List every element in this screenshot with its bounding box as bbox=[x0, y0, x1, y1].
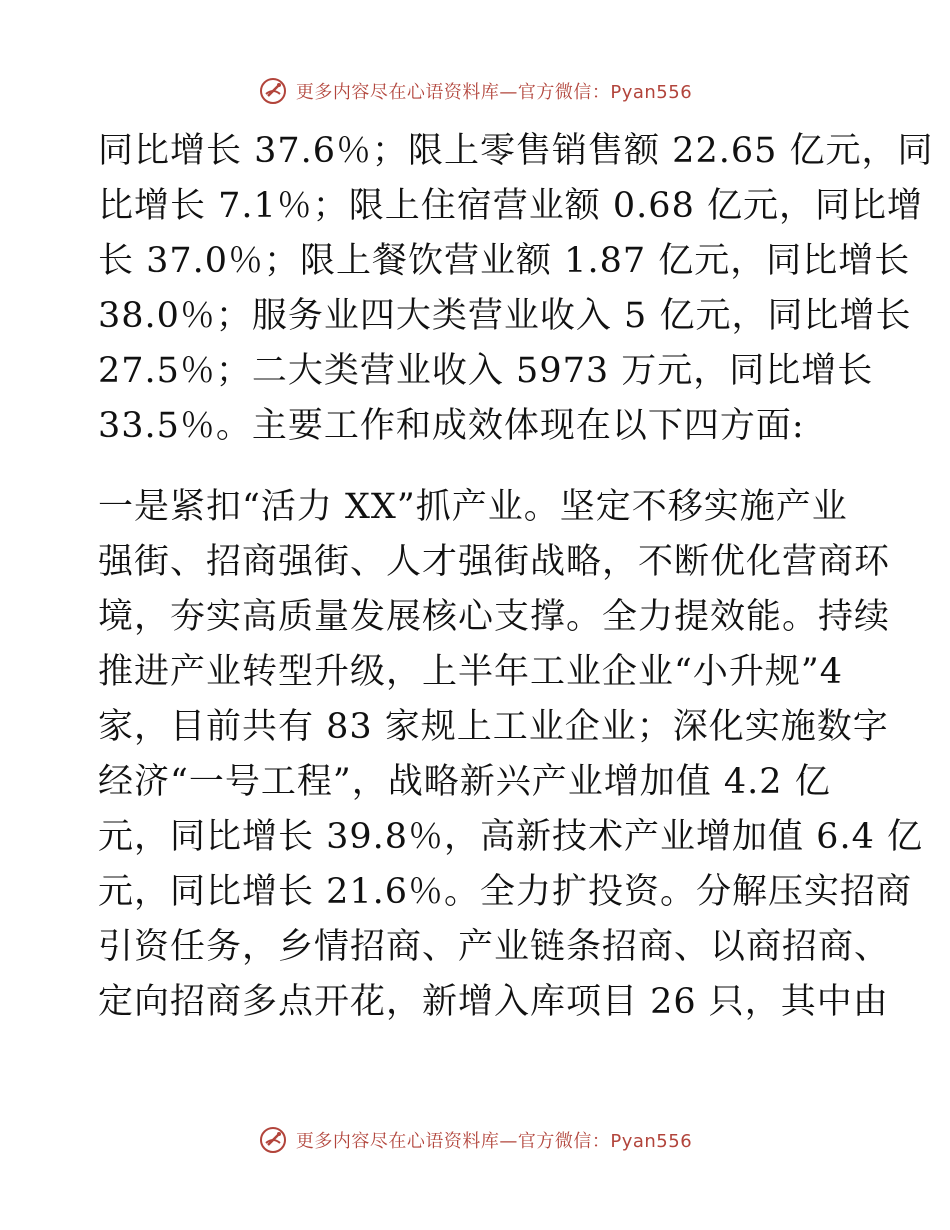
text-line: 定向招商多点开花，新增入库项目 26 只，其中由 bbox=[98, 982, 889, 1022]
document-body bbox=[98, 124, 934, 1030]
text-line: 27.5％；二大类营业收入 5973 万元，同比增长 bbox=[98, 351, 874, 391]
paragraph-1 bbox=[98, 124, 934, 454]
text-line: 元，同比增长 39.8％，高新技术产业增加值 6.4 亿 bbox=[98, 817, 923, 857]
text-line: 家，目前共有 83 家规上工业企业；深化实施数字 bbox=[98, 707, 889, 747]
text-line: 引资任务，乡情招商、产业链条招商、以商招商、 bbox=[98, 927, 891, 967]
text-line: 推进产业转型升级，上半年工业企业“小升规”4 bbox=[98, 652, 844, 692]
text-line: 一是紧扣“活力 XX”抓产业。坚定不移实施产业 bbox=[98, 487, 848, 527]
text-line: 经济“一号工程”，战略新兴产业增加值 4.2 亿 bbox=[98, 762, 831, 802]
text-line: 33.5％。主要工作和成效体现在以下四方面: bbox=[98, 406, 805, 446]
text-line: 元，同比增长 21.6％。全力扩投资。分解压实招商 bbox=[98, 872, 913, 912]
text-line: 比增长 7.1％；限上住宿营业额 0.68 亿元，同比增 bbox=[98, 186, 923, 226]
header-watermark bbox=[0, 74, 950, 108]
text-line: 强街、招商强街、人才强街战略，不断优化营商环 bbox=[98, 542, 891, 582]
text-line: 境，夯实高质量发展核心支撑。全力提效能。持续 bbox=[98, 597, 891, 637]
text-line: 同比增长 37.6％；限上零售销售额 22.65 亿元，同 bbox=[98, 131, 934, 171]
book-pen-logo-icon bbox=[258, 76, 288, 106]
text-line: 38.0％；服务业四大类营业收入 5 亿元，同比增长 bbox=[98, 296, 912, 336]
book-pen-logo-icon bbox=[258, 1125, 288, 1155]
watermark-text: 更多内容尽在心语资料库—官方微信：Pyan556 bbox=[295, 1131, 693, 1152]
watermark-text: 更多内容尽在心语资料库—官方微信：Pyan556 bbox=[295, 82, 693, 103]
footer-watermark bbox=[0, 1123, 950, 1157]
text-line: 长 37.0％；限上餐饮营业额 1.87 亿元，同比增长 bbox=[98, 241, 911, 281]
paragraph-2 bbox=[98, 480, 923, 1030]
